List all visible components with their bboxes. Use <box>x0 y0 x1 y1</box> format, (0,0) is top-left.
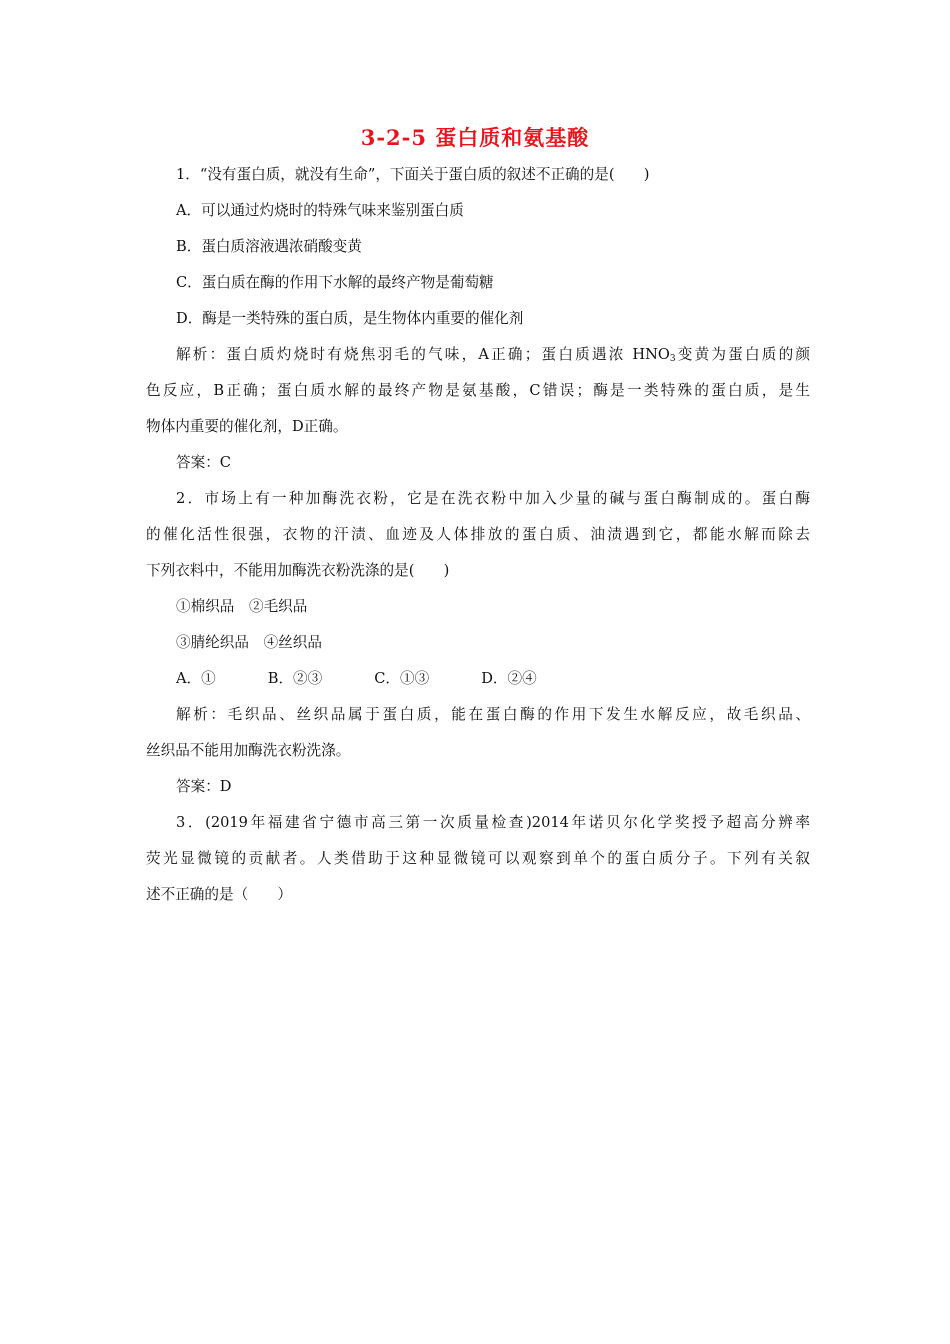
q2-choice-a: A．① <box>176 670 216 687</box>
q2-choice-d: D．②④ <box>481 670 537 687</box>
q2-analysis-line-1: 解析：毛织品、丝织品属于蛋白质，能在蛋白酶的作用下发生水解反应，故毛织品、 <box>176 706 810 723</box>
q1-analysis-subscript: 3 <box>669 354 676 364</box>
q1-option-a: A．可以通过灼烧时的特殊气味来鉴别蛋白质 <box>176 202 464 219</box>
q2-answer: 答案：D <box>176 778 232 795</box>
q3-stem-line-2: 荧光显微镜的贡献者。人类借助于这种显微镜可以观察到单个的蛋白质分子。下列有关叙 <box>146 850 810 867</box>
q2-choice-c: C．①③ <box>374 670 430 687</box>
q3-stem-line-3: 述不正确的是（ ） <box>146 886 292 903</box>
q3-stem-line-1: 3．(2019年福建省宁德市高三第一次质量检查)2014年诺贝尔化学奖授予超高分辨率 <box>176 814 810 831</box>
q1-analysis-line-3: 物体内重要的催化剂，D正确。 <box>146 418 348 435</box>
q1-option-d: D．酶是一类特殊的蛋白质，是生物体内重要的催化剂 <box>176 310 524 327</box>
document-body <box>146 157 810 913</box>
q1-analysis-line-2: 色反应，B正确；蛋白质水解的最终产物是氨基酸，C错误；酶是一类特殊的蛋白质，是生 <box>146 382 810 399</box>
q1-stem: 1．“没有蛋白质，就没有生命”，下面关于蛋白质的叙述不正确的是( ) <box>176 166 650 183</box>
q2-stem-line-2: 的催化活性很强，衣物的汗渍、血迹及人体排放的蛋白质、油渍遇到它，都能水解而除去 <box>146 526 810 543</box>
q1-analysis-text-a: 解析：蛋白质灼烧时有烧焦羽毛的气味，A正确；蛋白质遇浓 HNO <box>176 346 670 363</box>
q2-items-line-2: ③腈纶织品 ④丝织品 <box>176 634 322 651</box>
q2-choices <box>146 661 810 697</box>
q2-choice-b: B．②③ <box>267 670 323 687</box>
page-title: 3-2-5 蛋白质和氨基酸 <box>360 125 590 150</box>
q2-analysis-line-2: 丝织品不能用加酶洗衣粉洗涤。 <box>146 742 351 759</box>
q2-items-line-1: ①棉织品 ②毛织品 <box>176 598 308 615</box>
q1-analysis-text-b: 变黄为蛋白质的颜 <box>675 346 810 363</box>
q2-stem-line-3: 下列衣料中，不能用加酶洗衣粉洗涤的是( ) <box>146 562 450 579</box>
q1-option-c: C．蛋白质在酶的作用下水解的最终产物是葡萄糖 <box>176 274 494 291</box>
q1-analysis-line-1 <box>146 337 810 373</box>
q1-answer: 答案：C <box>176 454 231 471</box>
q2-stem-line-1: 2．市场上有一种加酶洗衣粉，它是在洗衣粉中加入少量的碱与蛋白酶制成的。蛋白酶 <box>176 490 810 507</box>
q1-option-b: B．蛋白质溶液遇浓硝酸变黄 <box>176 238 362 255</box>
